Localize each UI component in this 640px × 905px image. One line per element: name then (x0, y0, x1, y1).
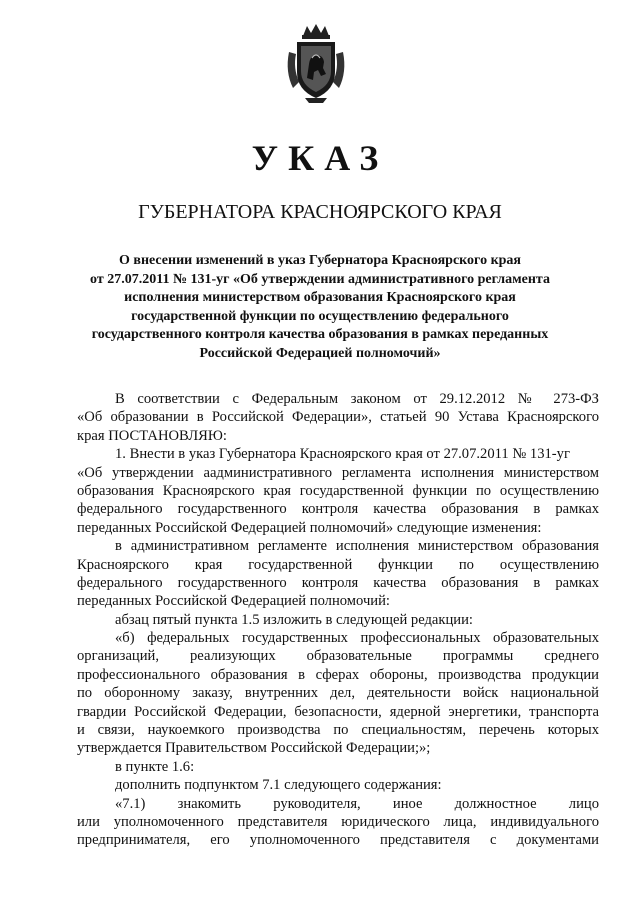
body-line: федерального государственного контроля качества образования в рамках (77, 501, 599, 518)
body-line: «Об образовании в Российской Федерации», статьей 90 Устава Красноярского (77, 409, 599, 426)
body-line: образования Красноярского края государственной функции по осуществлению (77, 482, 599, 499)
body-line: края ПОСТАНОВЛЯЮ: (77, 427, 227, 444)
body-line: гвардии Российской Федерации, безопасности, ядерной энергетики, транспорта (77, 703, 599, 720)
body-line: В соответствии с Федеральным законом от 29.12.2012 № 273-ФЗ (115, 391, 599, 407)
body-line: федерального государственного контроля качества образования в рамках (77, 574, 599, 591)
document-subtitle: ГУБЕРНАТОРА КРАСНОЯРСКОГО КРАЯ (138, 201, 502, 223)
body-line: по оборонному заказу, внутренних дел, деятельности войск национальной (77, 685, 599, 702)
heading-line: государственного контроля качества образования в рамках переданных (91, 327, 549, 342)
body-line: и связи, наукоемкого производства по специальностям, перечень которых (77, 722, 599, 739)
heading-line: О внесении изменений в указ Губернатора Красноярского края (119, 253, 521, 268)
body-line: «б) федеральных государственных профессиональных образовательных (115, 630, 599, 647)
document-body (77, 390, 599, 850)
heading-line: государственной функции по осуществлению федерального (131, 308, 509, 324)
body-line: в административном регламенте исполнения министерством образования (115, 538, 599, 555)
body-line: или уполномоченного представителя юридического лица, индивидуального (77, 813, 599, 830)
body-line: 1. Внести в указ Губернатора Красноярского края от 27.07.2011 № 131-уг (115, 446, 570, 463)
body-line: переданных Российской Федерацией полномочий: (77, 593, 390, 610)
document-title: УКАЗ (251, 138, 389, 178)
body-line: Красноярского края государственной функции по осуществлению (77, 556, 599, 573)
heading-line: исполнения министерством образования Красноярского края (124, 290, 516, 305)
body-line: утверждается Правительством Российской Федерации;»; (77, 740, 431, 757)
heading-line: Российской Федерацией полномочий» (199, 345, 441, 361)
body-line: предпринимателя, его уполномоченного представителя с документами (77, 832, 599, 849)
body-line: «7.1) знакомить руководителя, иное должностное лицо (115, 795, 599, 812)
coat-of-arms-icon (283, 22, 349, 104)
body-line: организаций, реализующих образовательные программы среднего (77, 648, 599, 665)
body-line: переданных Российской Федерацией полномочий» следующие изменения: (77, 519, 542, 536)
body-line: абзац пятый пункта 1.5 изложить в следующей редакции: (115, 611, 473, 628)
body-line: «Об утверждении аадминистративного регламента исполнения министерством (77, 464, 599, 481)
body-line: дополнить подпунктом 7.1 следующего содержания: (115, 777, 442, 794)
body-line: в пункте 1.6: (115, 758, 195, 775)
heading-line: от 27.07.2011 № 131-уг «Об утверждении административного регламента (90, 271, 550, 287)
body-line: профессионального образования в сферах обороны, производства продукции (77, 666, 599, 683)
document-heading (70, 252, 570, 363)
